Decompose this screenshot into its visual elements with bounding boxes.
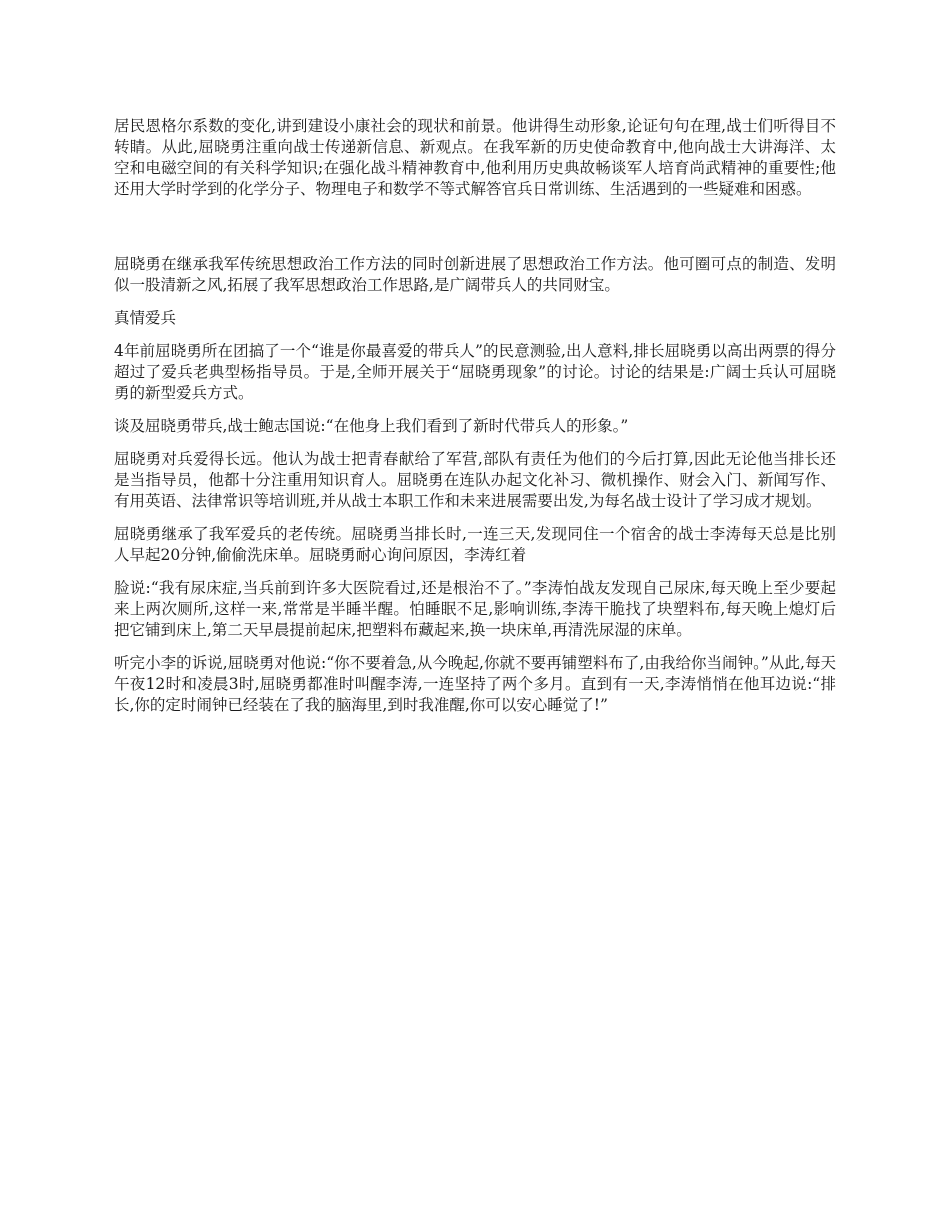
paragraph-innovation: 屈晓勇在继承我军传统思想政治工作方法的同时创新进展了思想政治工作方法。他可圈可点的制造、发明似一股清新之风,拓展了我军思想政治工作思路,是广阔带兵人的共同财宝。: [114, 255, 836, 294]
paragraph-alarm-clock: 听完小李的诉说,屈晓勇对他说:“你不要着急,从今晚起,你就不要再铺塑料布了,由我给你当闹钟。”从此,每天午夜12时和凌晨3时,屈晓勇都准时叫醒李涛,一连坚持了两个多月。直到有一天,李涛悄悄在他耳边说:“排长,你的定时闹钟已经装在了我的脑海里,到时我准醒,你可以安心睡觉了!”: [114, 654, 836, 714]
paragraph-tradition: 屈晓勇继承了我军爱兵的老传统。屈晓勇当排长时,一连三天,发现同住一个宿舍的战士李涛每天总是比别人早起20分钟,偷偷洗床单。屈晓勇耐心询问原因，李涛红着: [114, 525, 836, 564]
document-body: [114, 116, 836, 728]
paragraph-li-tao: 脸说:“我有尿床症,当兵前到许多大医院看过,还是根治不了。”李涛怕战友发现自己尿床,每天晚上至少要起来上两次厕所,这样一来,常常是半睡半醒。怕睡眠不足,影响训练,李涛干脆找了块塑料布,每天晚上熄灯后把它铺到床上,第二天早晨提前起床,把塑料布藏起来,换一块床单,再清洗尿湿的床单。: [114, 579, 836, 639]
paragraph-poll: 4年前屈晓勇所在团搞了一个“谁是你最喜爱的带兵人”的民意测验,出人意料,排长屈晓勇以高出两票的得分超过了爱兵老典型杨指导员。于是,全师开展关于“屈晓勇现象”的讨论。讨论的结果是:广阔士兵认可屈晓勇的新型爱兵方式。: [114, 342, 836, 402]
paragraph-intro: 居民恩格尔系数的变化,讲到建设小康社会的现状和前景。他讲得生动形象,论证句句在理,战士们听得目不转睛。从此,屈晓勇注重向战士传递新信息、新观点。在我军新的历史使命教育中,他向战士大讲海洋、太空和电磁空间的有关科学知识;在强化战斗精神教育中,他利用历史典故畅谈军人培育尚武精神的重要性;他还用大学时学到的化学分子、物理电子和数学不等式解答官兵日常训练、生活遇到的一些疑难和困惑。: [114, 117, 836, 198]
paragraph-long-term-care: 屈晓勇对兵爱得长远。他认为战士把青春献给了军营,部队有责任为他们的今后打算,因此无论他当排长还是当指导员，他都十分注重用知识育人。屈晓勇在连队办起文化补习、微机操作、财会入门、新闻写作、有用英语、法律常识等培训班,并从战士本职工作和未来进展需要出发,为每名战士设计了学习成才规划。: [114, 450, 836, 510]
paragraph-quote: 谈及屈晓勇带兵,战士鲍志国说:“在他身上我们看到了新时代带兵人的形象。”: [114, 417, 629, 435]
section-heading: 真情爱兵: [114, 309, 177, 327]
